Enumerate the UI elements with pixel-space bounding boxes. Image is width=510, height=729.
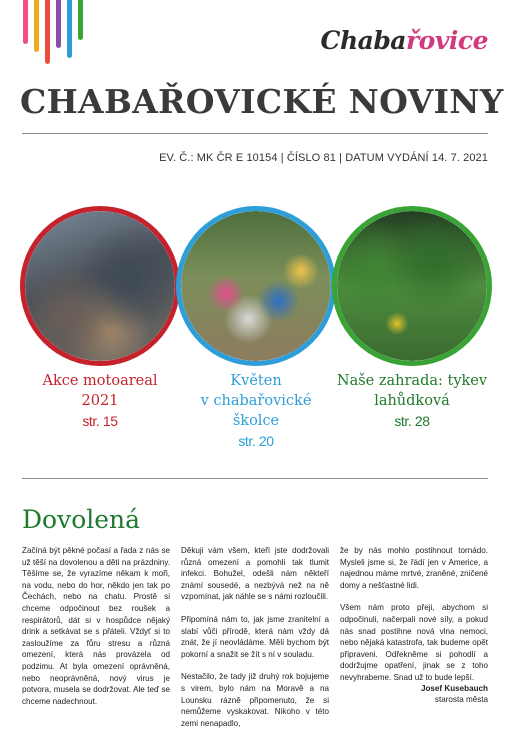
feature-title: Akce motoareal [42, 373, 158, 389]
kindergarten-photo [181, 211, 331, 361]
paragraph: Všem nám proto přeji, abychom si odpočinuli, načerpali nové síly, a pokud nás snad postihne nová vlna nemoci, nebo nějaká katastrofa, tak budeme opět připraveni. Odřekněme si pohodlí a dodržujme opatření, jinak se z toho nevyhrabeme. Snad už to bude lepší. [340, 603, 488, 682]
issue-info: EV. Č.: MK ČR E 10154 | ČÍSLO 81 | DATUM VYDÁNÍ 14. 7. 2021 [159, 152, 488, 164]
feature-title-line2: lahůdková [374, 393, 450, 409]
logo-text-part1: Chaba [320, 26, 406, 55]
stripe-1 [23, 0, 28, 44]
paragraph: Připomíná nám to, jak jsme zranitelní a slabí vůči přírodě, která nám vždy dá znát, že jí neovládáme. Měli bychom být pokorní a snažit se žít s ní v souladu. [181, 614, 329, 659]
town-logo [321, 26, 488, 55]
feature-caption-2[interactable] [176, 371, 336, 451]
stripe-5 [67, 0, 72, 58]
article-headline: Dovolená [22, 505, 141, 534]
feature-title-line2: 2021 [81, 393, 119, 409]
motorbike-photo [25, 211, 175, 361]
author-signature [421, 683, 488, 705]
feature-caption-1[interactable] [20, 371, 180, 431]
paragraph: Začíná být pěkné počasí a řada z nás se už těší na dovolenou a děti na prázdniny. Těšíme se, že vyrazíme někam k moři, na vodu, nebo do hor, někdo jen tak po Čechách, nebo na chatu. Prostě si chceme odpočinout bez roušek a respirátorů, dát si v hospůdce nějaký drink a setkávat se s přáteli. Vždyť si to zasloužíme za fůru stresu a různá omezení, která nás provázela od podzimu. At byla omezení oprávněná, nebo neoprávněná, nový virus je potvora, musela se dodržovat. Ale teď se chceme nadechnout. [22, 546, 170, 706]
paragraph: že by nás mohlo postihnout tornádo. Mysleli jsme si, že řádí jen v Americe, a najednou máme mrtvé, zraněné, zničené domy a nešťastné lidi. [340, 546, 488, 590]
feature-title: Květen [230, 373, 282, 389]
feature-page: str. 15 [82, 413, 118, 429]
feature-title-line2: v chabařovické školce [200, 393, 312, 429]
author-name: Josef Kusebauch [420, 684, 488, 693]
title-divider [22, 133, 488, 134]
stripe-6 [78, 0, 83, 40]
newspaper-title: CHABAŘOVICKÉ NOVINY [20, 82, 504, 121]
feature-page: str. 28 [394, 413, 430, 429]
paragraph: Děkuji vám všem, kteří jste dodržovali různá omezení a pomohli tak tlumit infekci. Bohužel, odešli nám někteří známí sousedé, a nezbývá než na ně vzpomínat, jak náhle se s námi rozloučili. [181, 546, 329, 602]
article-column-1 [22, 545, 170, 718]
garden-photo [337, 211, 487, 361]
article-column-2 [181, 545, 329, 729]
author-role: starosta města [434, 695, 488, 704]
feature-photo-skolka[interactable] [176, 206, 336, 366]
feature-page: str. 20 [238, 433, 274, 449]
stripe-2 [34, 0, 39, 52]
feature-photo-zahrada[interactable] [332, 206, 492, 366]
section-divider [22, 478, 488, 479]
feature-title: Naše zahrada: tykev [336, 373, 488, 389]
article-column-3 [340, 545, 488, 695]
feature-photo-motoareal[interactable] [20, 206, 180, 366]
logo-text-part2: řovice [406, 26, 488, 55]
paragraph: Nestačilo, že tady již druhý rok bojujeme s virem, bylo nám na Moravě a na Lounsku rázně připomenuto, že si nemůžeme vyskakovat. Nikoho v této zemi nenapadlo, [181, 672, 329, 728]
stripe-3 [45, 0, 50, 64]
feature-caption-3[interactable] [332, 371, 492, 431]
stripe-4 [56, 0, 61, 48]
brand-stripes [23, 0, 93, 64]
